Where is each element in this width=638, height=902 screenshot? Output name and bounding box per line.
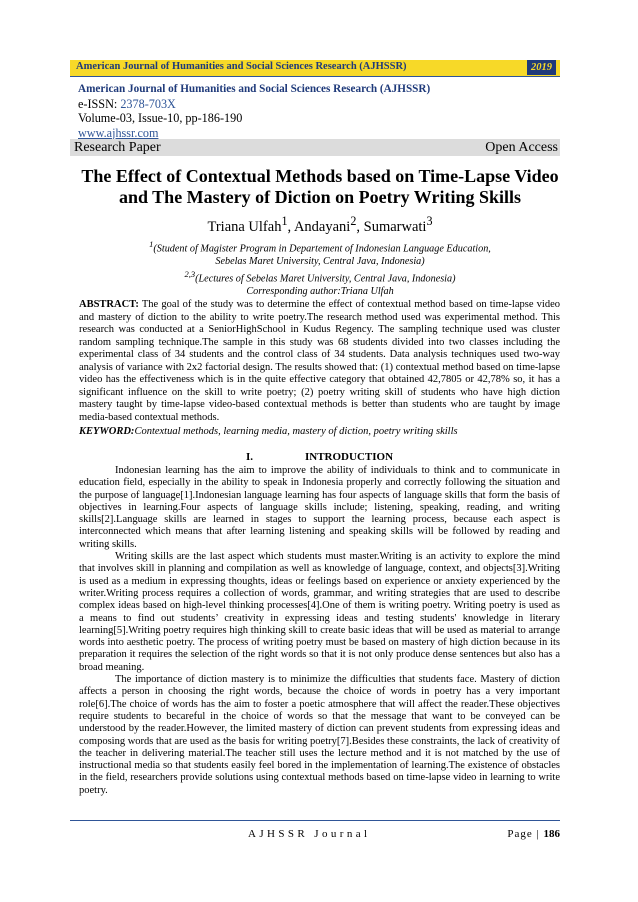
volume-info: Volume-03, Issue-10, pp-186-190 <box>78 111 243 125</box>
footer-page: Page | 186 <box>507 828 560 840</box>
keywords <box>79 426 560 437</box>
masthead-journal-title: American Journal of Humanities and Social Sciences Research (AJHSSR) <box>78 83 431 95</box>
affiliations: $^1$(Student of Magister Program in Departement of Indonesian Language Education, Sebelas Maret University, Central Java, Indonesia) $^{2,3}$(Lectures of Sebelas Maret University, Central Java, Indonesia) Corresponding author:Triana Ulfah <box>70 238 570 299</box>
page-number: 186 <box>543 828 560 840</box>
header-year: 2019 <box>527 60 556 75</box>
keywords-label: KEYWORD: <box>79 426 135 437</box>
footer-rule <box>70 820 560 821</box>
abstract <box>79 299 560 424</box>
paragraph: Writing skills are the last aspect which students must master.Writing is an activity to explore the mind that involves skill in planning and compilation as well as knowledge of language, context, and objects[3].Writing is used as a medium in expressing thoughts, ideas or feelings based on experience or anxiety experienced by the writer.Writing process requires a collection of words, grammar, and writing strategies that are used to describe complex ideas based on high-level thinking processes[4].One of them is writing poetry. Writing poetry is used as a means to find out students’ creativity in expressing ideas and testing students' knowledge in literary learning[5].Writing poetry requires high thinking skill to create basic ideas that will be used as material to arrange words into aesthetic poetry. The process of writing poetry must be based on mastery of high diction because in its preparation it requires the selection of the right words so that it is not only produce dense sentences but also has a broad meaning. <box>79 551 560 673</box>
keywords-text: Contextual methods, learning media, mastery of diction, poetry writing skills <box>134 426 458 437</box>
paragraph: The importance of diction mastery is to minimize the difficulties that students face. Mastery of diction affects a person in choosing the right words, because the choice of words in poetry has a very important role[6].The choice of words has the aim to foster a poetic atmosphere that will affect the reader.These objectives require students to becareful in the choice of words so that the message that want to be conveyed can be understood by the reader.However, the limited mastery of diction can prevent students from expressing ideas and composing words that are used as the basis for writing poetry[7].Besides these constraints, the lack of creativity of the teacher in delivering material.The teacher still uses the lecture method and it is not matched by the use of instructional media so that students easily feel bored in the implementation of learning.The existence of obstacles in the field, researchers provide solutions using contextual methods based on time-lapse video in learning to write poetry. <box>79 674 560 796</box>
eissn: e-ISSN: 2378-703X <box>78 96 176 111</box>
footer-journal: AJHSSR Journal <box>248 828 371 840</box>
eissn-value: 2378-703X <box>120 96 176 111</box>
paper-title: The Effect of Contextual Methods based on Time-Lapse Video and The Mastery of Diction on Poetry Writing Skills <box>81 166 559 207</box>
journal-header-bar <box>70 60 560 77</box>
paragraph: Indonesian learning has the aim to improve the ability of individuals to think and to communicate in education field, especially in the ability to speak in Indonesia properly and correctly following the situation and the purpose of language[1].Indonesian language learning has four aspects of language skills that form the basis of objectives in learning.Four aspects of language skills include; listening, speaking, reading, and writing skills[2].Language skills are learned in stages to support the learning process, because each aspect is interconnected which means that after learning listening and speaking skills will be followed by reading and writing skills. <box>79 465 560 550</box>
abstract-label: ABSTRACT: <box>79 299 139 310</box>
abstract-text: The goal of the study was to determine the effect of contextual method based on time-lapse video and mastery of diction to the ability to write poetry.The research method used was experimental method. This research was conducted at a SeniorHighSchool in Kudus Regency. The sampling technique used was cluster random sampling technique.The sample in this study was 68 students divided into two classes including the experimental class of 34 students and the control class of 34 students. Data analysis techniques used two-way analysis of variance with 2x2 factorial design. The results showed that: (1) contextual method based on time-lapse video has the effectiveness which is in the quite effective category that obtained 42,7805 or 42,78% so, it has a significant influence on the skill to write poetry; (2) poetry writing skill of students who have high diction mastery taught by time-lapse video-based contextual methods is better than students who are taught by image media-based contextual methods. <box>79 299 560 423</box>
masthead <box>78 82 430 140</box>
corresponding-author: Corresponding author:Triana Ulfah <box>246 286 394 298</box>
paper-type: Research Paper <box>74 140 161 155</box>
website-link[interactable]: www.ajhssr.com <box>78 125 159 140</box>
body-text <box>79 465 560 797</box>
header-journal-name: American Journal of Humanities and Social Sciences Research (AJHSSR) <box>76 61 407 72</box>
paper-type-bar <box>70 139 560 156</box>
access-type: Open Access <box>485 140 558 155</box>
section-heading: I. INTRODUCTION <box>245 451 394 463</box>
author-list: Triana Ulfah$^1$, Andayani$^2$, Sumarwati$^3$ <box>207 214 433 235</box>
